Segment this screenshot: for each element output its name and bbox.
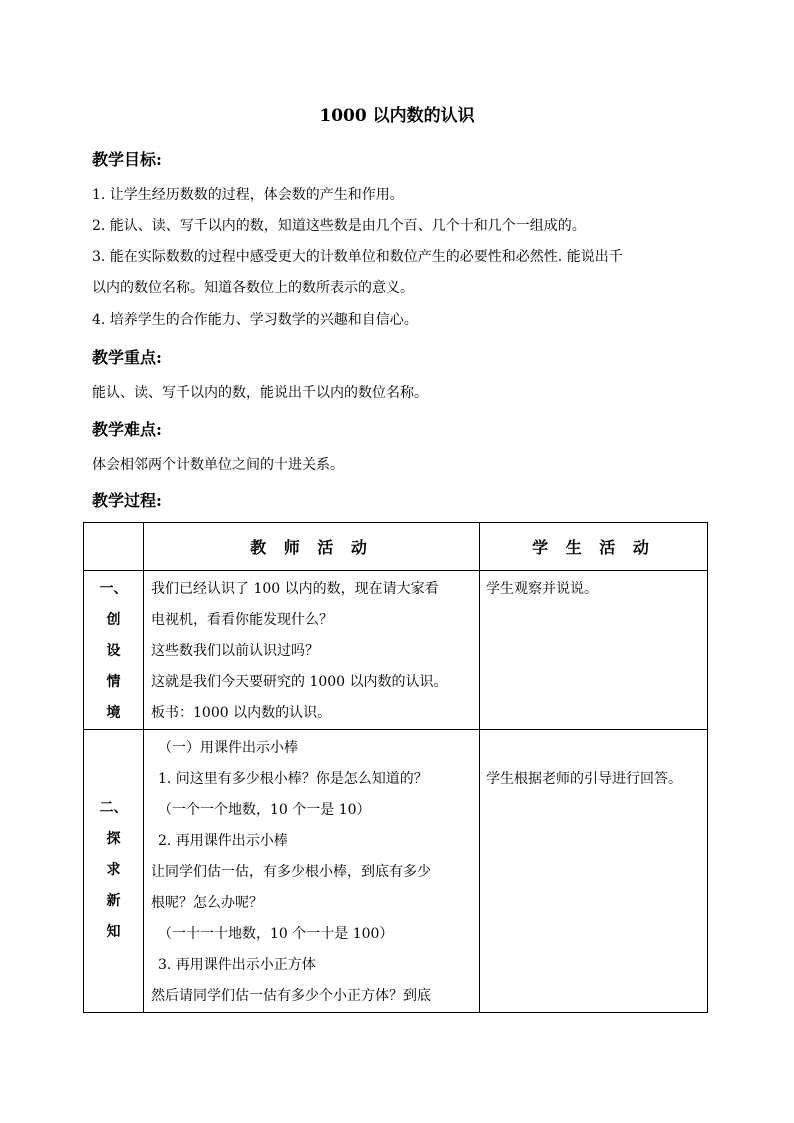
teacher-activity-line: 板书：1000 以内数的认识。 <box>151 705 332 721</box>
teacher-activity-line: 3. 再用课件出示小正方体 <box>158 957 316 973</box>
teacher-activity-line: （一）用课件出示小棒 <box>158 740 298 756</box>
section-label-char: 求 <box>106 862 121 878</box>
section-label-char: 知 <box>106 924 121 940</box>
key-points-text: 能认、读、写千以内的数，能说出千以内的数位名称。 <box>92 385 428 401</box>
student-column-header: 学 生 活 动 <box>480 523 708 571</box>
section-label-char: 创 <box>106 612 121 628</box>
student-activity-text: 学生根据老师的引导进行回答。 <box>486 771 682 787</box>
section-label-char: 境 <box>106 705 121 721</box>
teacher-activity-line: 2. 再用课件出示小棒 <box>158 833 288 849</box>
teacher-activity-line: 我们已经认识了 100 以内的数，现在请大家看 <box>151 581 439 597</box>
section-label-char: 情 <box>106 674 121 690</box>
section-label-cell <box>84 571 144 730</box>
student-activity-cell <box>480 571 708 730</box>
table-row <box>84 730 708 1013</box>
process-heading: 教学过程: <box>92 491 162 510</box>
objective-item: 1. 让学生经历数数的过程，体会数的产生和作用。 <box>92 187 404 203</box>
teacher-activity-line: 然后请同学们估一估有多少个小正方体？到底 <box>151 988 431 1004</box>
section-column-header <box>84 523 144 571</box>
teacher-activity-line: 让同学们估一估，有多少根小棒，到底有多少 <box>151 864 431 880</box>
teacher-activity-cell <box>144 730 480 1013</box>
table-row <box>84 571 708 730</box>
teacher-activity-line: 这些数我们以前认识过吗？ <box>151 643 319 659</box>
teacher-activity-line: 电视机，看看你能发现什么？ <box>151 612 333 628</box>
section-label-char: 探 <box>106 831 121 847</box>
table-header-row <box>84 523 708 571</box>
teacher-activity-line: （一十一十地数，10 个一十是 100） <box>158 926 394 942</box>
teacher-activity-cell <box>144 571 480 730</box>
section-label-cell <box>84 730 144 1013</box>
student-activity-text: 学生观察并说说。 <box>486 581 598 597</box>
objective-item-continued: 以内的数位名称。知道各数位上的数所表示的意义。 <box>92 280 414 296</box>
objectives-heading: 教学目标: <box>92 150 162 169</box>
student-activity-cell <box>480 730 708 1013</box>
key-points-heading: 教学重点: <box>92 348 162 367</box>
section-label-char: 设 <box>106 643 121 659</box>
objective-item: 2. 能认、读、写千以内的数，知道这些数是由几个百、几个十和几个一组成的。 <box>92 218 586 234</box>
difficulties-heading: 教学难点: <box>92 420 162 439</box>
section-label-char: 新 <box>106 893 121 909</box>
objective-item: 3. 能在实际数数的过程中感受更大的计数单位和数位产生的必要性和必然性. 能说出千 <box>92 249 623 265</box>
objective-item: 4. 培养学生的合作能力、学习数学的兴趣和自信心。 <box>92 312 418 328</box>
document-title: 1000 以内数的认识 <box>319 106 475 126</box>
section-label-char: 一、 <box>99 581 128 597</box>
teacher-column-header: 教 师 活 动 <box>144 523 480 571</box>
difficulties-text: 体会相邻两个计数单位之间的十进关系。 <box>92 457 344 473</box>
teacher-activity-line: 根呢？怎么办呢？ <box>151 895 263 911</box>
section-label-char: 二、 <box>99 800 128 816</box>
teacher-activity-line: 1. 问这里有多少根小棒？你是怎么知道的？ <box>158 771 428 787</box>
teacher-activity-line: 这就是我们今天要研究的 1000 以内数的认识。 <box>151 674 448 690</box>
teacher-activity-line: （一个一个地数，10 个一是 10） <box>158 802 371 818</box>
teaching-process-table <box>83 522 708 1013</box>
